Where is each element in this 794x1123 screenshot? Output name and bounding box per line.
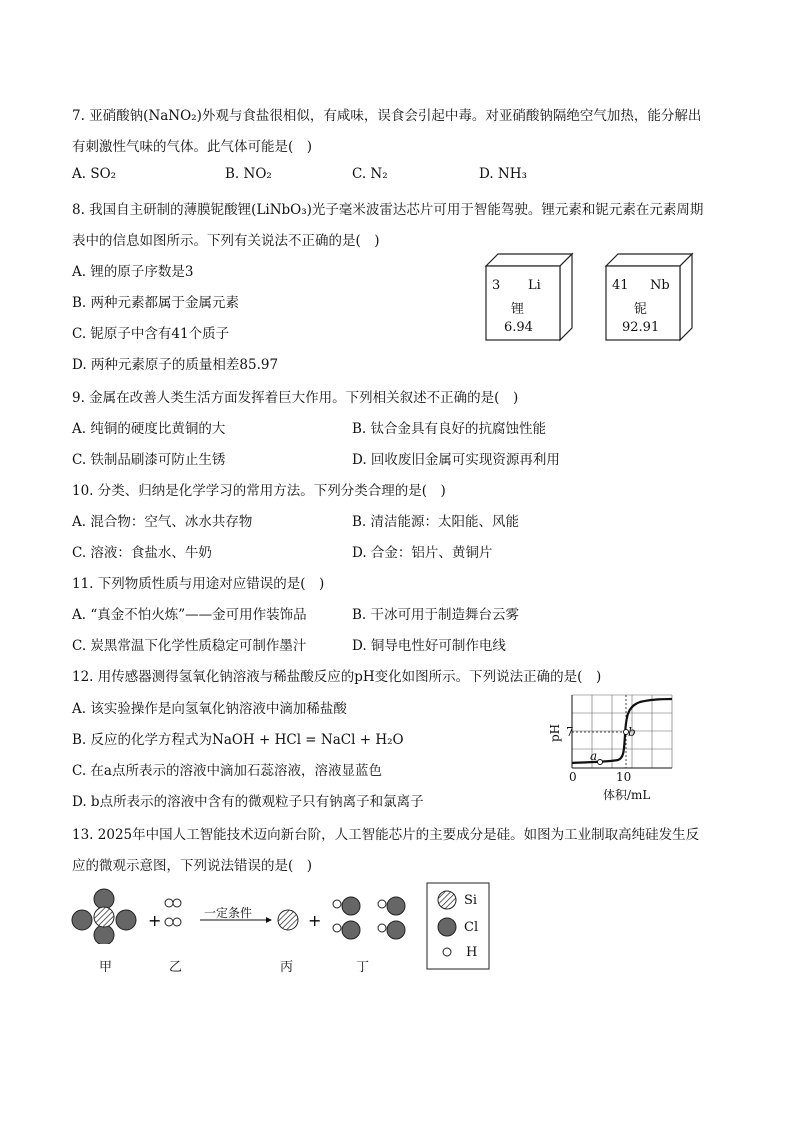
q7-option-d: D. NH₃ <box>479 166 527 182</box>
li-atomic-mass: 6.94 <box>504 320 533 335</box>
label-yi: 乙 <box>169 960 183 975</box>
ph-y-axis-label: pH <box>548 723 562 742</box>
point-b-label: b <box>628 725 636 739</box>
q10-option-b: B. 清洁能源：太阳能、风能 <box>352 514 520 530</box>
ph-chart <box>540 690 680 800</box>
q8-option-b: B. 两种元素都属于金属元素 <box>72 295 240 311</box>
nb-atomic-mass: 92.91 <box>622 320 660 335</box>
q7-option-a: A. SO₂ <box>72 166 117 182</box>
atom-legend <box>426 882 490 972</box>
q9-option-a: A. 纯铜的硬度比黄铜的大 <box>72 421 226 437</box>
label-bing: 丙 <box>280 960 294 975</box>
q8-stem-line2: 表中的信息如图所示。下列有关说法不正确的是( ) <box>72 233 380 249</box>
q13-stem-line2: 应的微观示意图，下列说法错误的是( ) <box>72 858 313 874</box>
q8-option-a: A. 锂的原子序数是3 <box>72 264 194 280</box>
q12-option-a: A. 该实验操作是向氢氧化钠溶液中滴加稀盐酸 <box>72 701 347 717</box>
label-ding: 丁 <box>356 960 370 975</box>
q8-option-c: C. 铌原子中含有41个质子 <box>72 326 230 342</box>
reaction-condition: 一定条件 <box>204 906 253 920</box>
q10-option-d: D. 合金：铝片、黄铜片 <box>352 545 493 561</box>
q12-option-c: C. 在a点所表示的溶液中滴加石蕊溶液，溶液显蓝色 <box>72 763 382 779</box>
q11-option-d: D. 铜导电性好可制作电线 <box>352 638 506 654</box>
legend-cl: Cl <box>464 920 479 935</box>
q7-option-c: C. N₂ <box>352 166 388 182</box>
q7-stem-line1: 7. 亚硝酸钠(NaNO₂)外观与食盐很相似，有咸味，误食会引起中毒。对亚硝酸钠隔绝空气加热，能分解出 <box>72 108 702 124</box>
li-name: 锂 <box>511 302 525 317</box>
molecule-jia <box>72 889 136 944</box>
q11-option-c: C. 炭黑常温下化学性质稳定可制作墨汁 <box>72 638 307 654</box>
si-atom-icon <box>438 891 456 909</box>
molecule-yi <box>165 899 181 926</box>
q10-option-c: C. 溶液：食盐水、牛奶 <box>72 545 212 561</box>
q11-option-b: B. 干冰可用于制造舞台云雾 <box>352 607 520 623</box>
ph-x-axis-label: 体积/mL <box>603 788 651 802</box>
ph-x-tick-10: 10 <box>616 770 632 784</box>
q13-stem-line1: 13. 2025年中国人工智能技术迈向新台阶，人工智能芯片的主要成分是硅。如图为工业制取高纯硅发生反 <box>72 827 700 843</box>
cl-atom-icon <box>438 918 456 936</box>
q7-stem-line2: 有刺激性气味的气体。此气体可能是( ) <box>72 139 313 155</box>
molecule-bing <box>278 910 298 930</box>
reaction-arrow-head <box>266 917 272 923</box>
q9-option-c: C. 铁制品刷漆可防止生锈 <box>72 452 226 468</box>
q7-option-b: B. NO₂ <box>225 166 272 182</box>
li-symbol: Li <box>528 278 541 293</box>
q8-option-d: D. 两种元素原子的质量相差85.97 <box>72 357 279 373</box>
q12-option-b: B. 反应的化学方程式为NaOH + HCl = NaCl + H₂O <box>72 732 404 748</box>
q10-stem: 10. 分类、归纳是化学学习的常用方法。下列分类合理的是( ) <box>72 483 446 499</box>
plus-sign-1: + <box>148 911 162 930</box>
q12-option-d: D. b点所表示的溶液中含有的微观粒子只有钠离子和氯离子 <box>72 794 424 810</box>
h-atom-icon <box>443 948 451 956</box>
q9-option-d: D. 回收废旧金属可实现资源再利用 <box>352 452 560 468</box>
q10-option-a: A. 混合物：空气、冰水共存物 <box>72 514 253 530</box>
nb-name: 铌 <box>634 302 648 317</box>
q8-stem-line1: 8. 我国自主研制的薄膜铌酸锂(LiNbO₃)光子毫米波雷达芯片可用于智能驾驶。锂元素和铌元素在元素周期 <box>72 202 704 218</box>
legend-h: H <box>466 945 478 960</box>
molecule-ding <box>333 897 405 939</box>
point-a-marker <box>598 760 603 765</box>
q11-option-a: A. “真金不怕火炼”——金可用作装饰品 <box>72 607 307 623</box>
nb-atomic-number: 41 <box>612 278 629 293</box>
li-atomic-number: 3 <box>492 278 501 293</box>
q12-stem: 12. 用传感器测得氢氧化钠溶液与稀盐酸反应的pH变化如图所示。下列说法正确的是( ) <box>72 669 602 685</box>
point-a-label: a <box>590 749 598 763</box>
ph-x-tick-0: 0 <box>569 770 577 784</box>
plus-sign-2: + <box>308 911 322 930</box>
label-jia: 甲 <box>99 960 113 975</box>
nb-symbol: Nb <box>650 278 670 293</box>
ph-y-tick-7: 7 <box>566 725 574 739</box>
legend-si: Si <box>464 893 478 908</box>
q11-stem: 11. 下列物质性质与用途对应错误的是( ) <box>72 576 325 592</box>
q9-option-b: B. 钛合金具有良好的抗腐蚀性能 <box>352 421 547 437</box>
q9-stem: 9. 金属在改善人类生活方面发挥着巨大作用。下列相关叙述不正确的是( ) <box>72 390 519 406</box>
